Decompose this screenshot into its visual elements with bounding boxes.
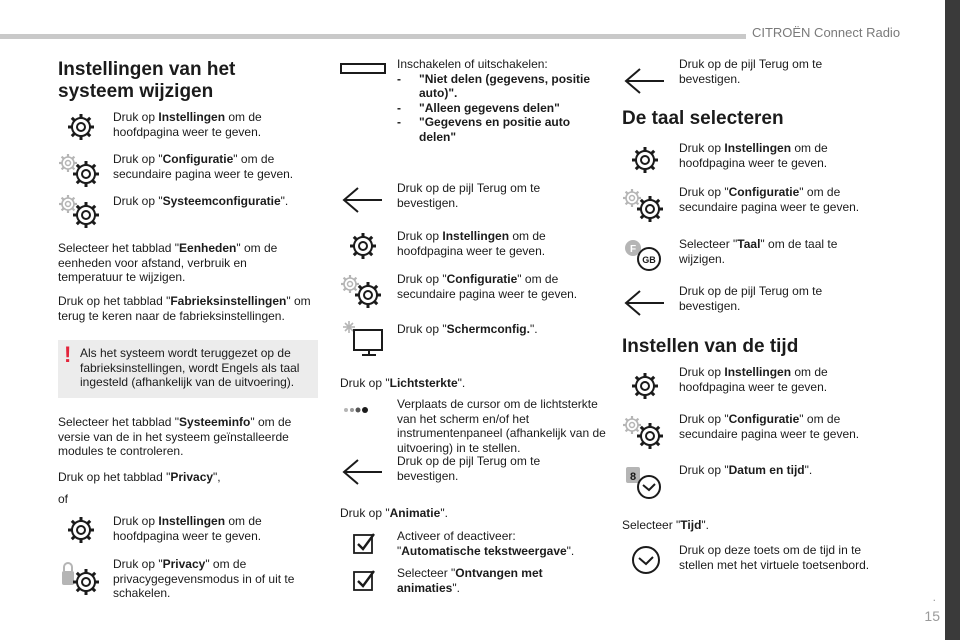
step-animations: Selecteer "Ontvangen met animaties". xyxy=(397,566,543,595)
configuration-gears-icon xyxy=(622,412,668,452)
back-arrow-icon xyxy=(622,283,668,323)
step-configuration-2: Druk op "Configuratie" om de secundaire pagina weer te geven. xyxy=(397,272,578,301)
privacy-toggle-block xyxy=(397,57,602,144)
factory-tab-text: Druk op het tabblad "Fabrieksinstellingen" om terug te keren naar de fabrieksinstellingen. xyxy=(58,294,311,323)
step-back-2: Druk op de pijl Terug om te bevestigen. xyxy=(397,454,541,483)
step-set-time: Druk op deze toets om de tijd in te stellen met het virtuele toetsenbord. xyxy=(679,543,870,572)
clock-keyboard-icon xyxy=(622,540,668,580)
privacy-lock-gear-icon xyxy=(58,558,104,598)
step-settings: Druk op Instellingen om de hoofdpagina weer te geven. xyxy=(113,110,262,139)
section-title-time: Instellen van de tijd xyxy=(622,336,799,357)
header-rule xyxy=(0,34,746,39)
step-settings-4: Druk op Instellingen om de hoofdpagina weer te geven. xyxy=(679,141,828,170)
settings-gear-icon xyxy=(622,366,668,406)
step-back-4: Druk op de pijl Terug om te bevestigen. xyxy=(679,284,823,313)
configuration-gears-icon xyxy=(340,271,386,311)
brand-label: CITROËN Connect Radio xyxy=(751,25,901,40)
step-settings-2: Druk op Instellingen om de hoofdpagina weer te geven. xyxy=(113,514,262,543)
toggle-bar-icon xyxy=(340,60,388,80)
step-privacy: Druk op "Privacy" om de privacygegevensmodus in of uit te schakelen. xyxy=(113,557,295,600)
configuration-gears-icon xyxy=(58,150,104,190)
back-arrow-icon xyxy=(622,61,668,101)
step-back-3: Druk op de pijl Terug om te bevestigen. xyxy=(679,57,823,86)
settings-gear-icon xyxy=(622,140,668,180)
section-title-system: Instellingen van het systeem wijzigen xyxy=(58,59,236,102)
language-icon-bottom-label: GB xyxy=(642,255,656,265)
step-brightness: Verplaats de cursor om de lichtsterkte van het scherm en/of het instrumentenpaneel (afhankelijk van de uitvoering) in te stellen. xyxy=(397,397,606,455)
settings-gear-icon xyxy=(58,107,104,147)
step-date-time: Druk op "Datum en tijd". xyxy=(679,463,813,477)
sysinfo-tab-text: Selecteer het tabblad "Systeeminfo" om de versie van de in het systeem geïnstalleerde modules te controleren. xyxy=(58,415,292,458)
page-dot: . xyxy=(932,590,936,604)
settings-gear-icon xyxy=(340,226,386,266)
section-title-language: De taal selecteren xyxy=(622,108,784,129)
back-arrow-icon xyxy=(340,452,386,492)
step-screen-config: Druk op "Schermconfig.". xyxy=(397,322,538,336)
checkbox-check-icon xyxy=(340,523,386,563)
step-settings-5: Druk op Instellingen om de hoofdpagina weer te geven. xyxy=(679,365,828,394)
brightness-slider-icon xyxy=(340,400,386,420)
language-icon-top-label: F xyxy=(629,244,637,255)
step-settings-3: Druk op Instellingen om de hoofdpagina weer te geven. xyxy=(397,229,546,258)
step-back-1: Druk op de pijl Terug om te bevestigen. xyxy=(397,181,541,210)
screen-config-icon xyxy=(340,318,386,358)
toggle-intro: Inschakelen of uitschakelen: xyxy=(397,57,548,71)
page-edge-bar xyxy=(945,0,960,640)
back-arrow-icon xyxy=(340,180,386,220)
step-system-config: Druk op "Systeemconfiguratie". xyxy=(113,194,289,208)
privacy-tab-text: Druk op het tabblad "Privacy", xyxy=(58,470,221,484)
or-text: of xyxy=(58,492,69,506)
units-tab-text: Selecteer het tabblad "Eenheden" om de eenheden voor afstand, verbruik en temperatuur te wijzigen. xyxy=(58,241,278,284)
brightness-text: Druk op "Lichtsterkte". xyxy=(340,376,466,390)
step-configuration-3: Druk op "Configuratie" om de secundaire pagina weer te geven. xyxy=(679,185,860,214)
time-text: Selecteer "Tijd". xyxy=(622,518,710,532)
option-no-share: - "Niet delen (gegevens, positie auto)". xyxy=(397,72,602,101)
step-auto-text: Activeer of deactiveer: "Automatische tekstweergave". xyxy=(397,529,575,558)
step-configuration-4: Druk op "Configuratie" om de secundaire pagina weer te geven. xyxy=(679,412,860,441)
configuration-gears-icon xyxy=(622,185,668,225)
option-share-data: - "Alleen gegevens delen" xyxy=(397,101,602,116)
step-configuration: Druk op "Configuratie" om de secundaire pagina weer te geven. xyxy=(113,152,294,181)
settings-gear-icon xyxy=(58,510,104,550)
warning-exclamation-icon: ! xyxy=(64,342,72,367)
step-language: Selecteer "Taal" om de taal te wijzigen. xyxy=(679,237,838,266)
page-number: 15 xyxy=(924,608,940,624)
date-icon-digit: 8 xyxy=(629,471,637,483)
warning-note-text: Als het systeem wordt teruggezet op de fabrieksinstellingen, wordt Engels als taal ingesteld (afhankelijk van de uitvoering). xyxy=(80,346,300,389)
date-time-icon xyxy=(622,463,668,503)
option-share-data-position: - "Gegevens en positie auto delen" xyxy=(397,115,602,144)
animation-text: Druk op "Animatie". xyxy=(340,506,448,520)
system-config-gears-icon xyxy=(58,191,104,231)
language-icon xyxy=(622,237,668,277)
checkbox-check-icon xyxy=(340,560,386,600)
